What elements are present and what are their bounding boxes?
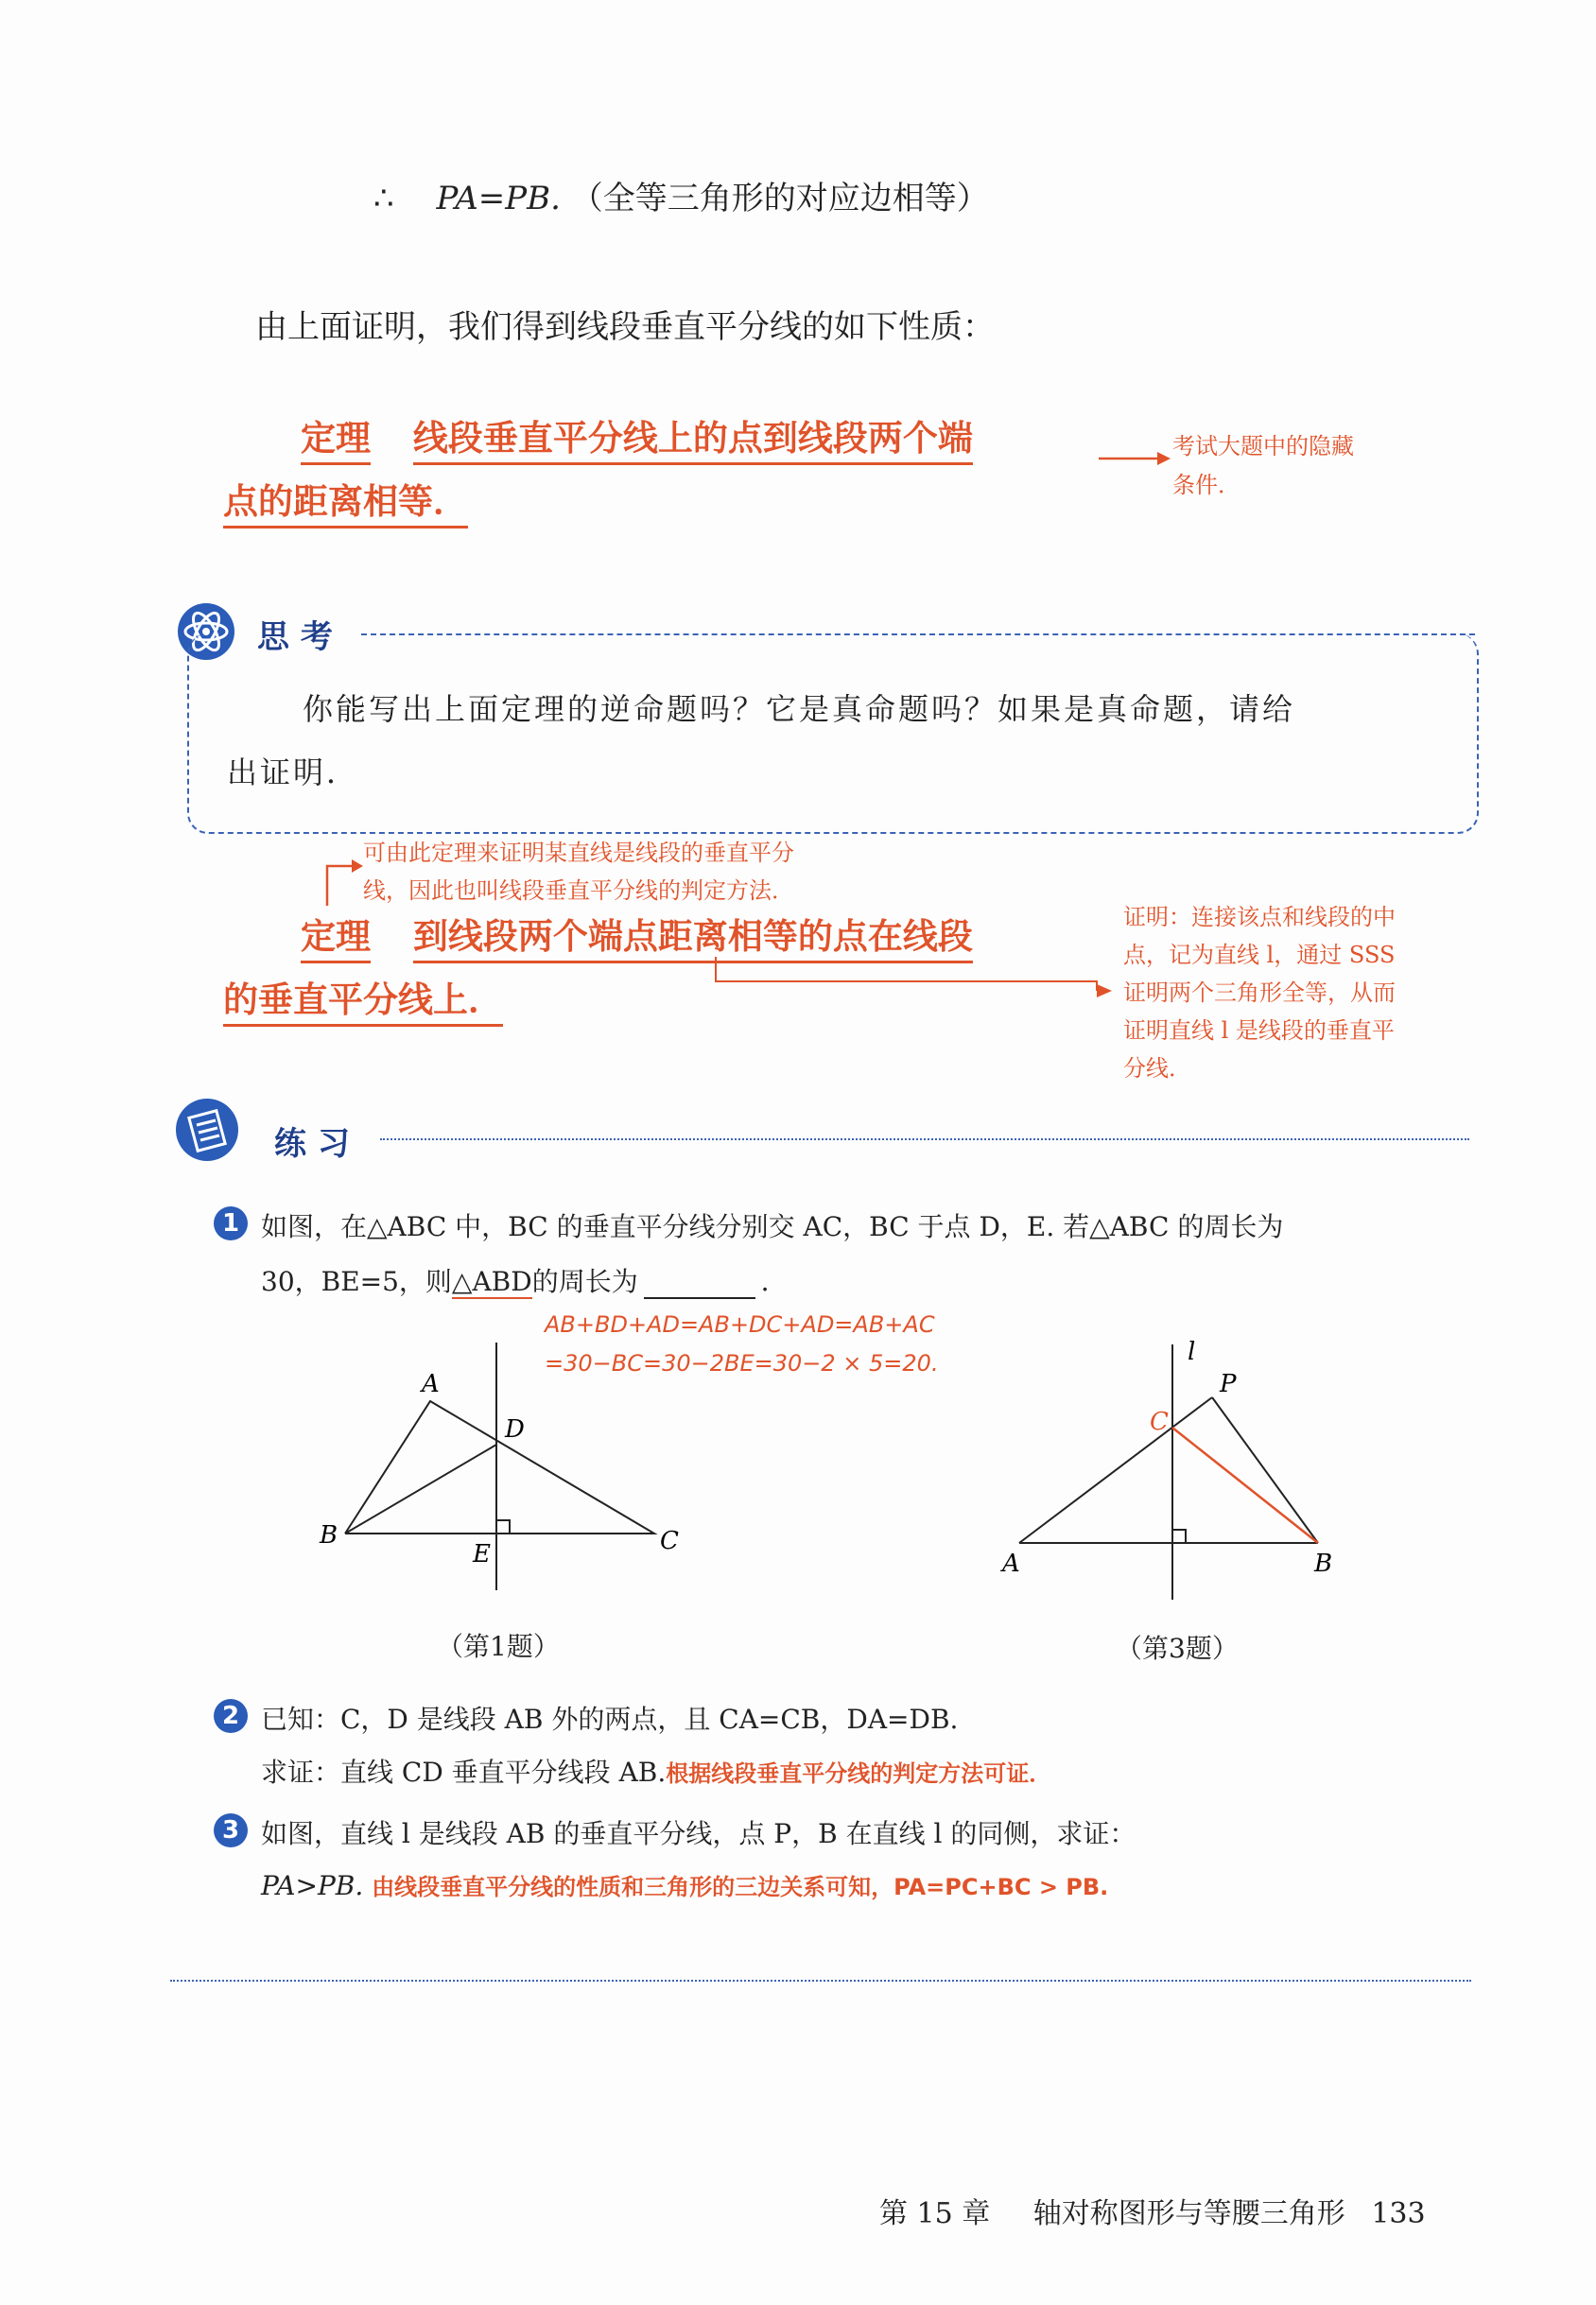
fig3-label-c: C [1150, 1408, 1169, 1436]
fig1-caption: （第1题） [437, 1631, 560, 1662]
proof-note-1: 证明：连接该点和线段的中 [1123, 904, 1396, 930]
page-footer [879, 2190, 1426, 2231]
fig3-segment-cb [1172, 1428, 1318, 1543]
q1-answer-line2: =30−BC=30−2BE=30−2 × 5=20. [545, 1350, 939, 1377]
theorem1-text1: 线段垂直平分线上的点到线段两个端 [413, 418, 973, 465]
proof-note-3: 证明两个三角形全等，从而 [1123, 979, 1396, 1006]
think-line2: 出证明． [227, 754, 360, 790]
fig1-label-e: E [473, 1540, 491, 1568]
q3-number: 3 [214, 1813, 248, 1847]
proof-note-5: 分线． [1123, 1055, 1191, 1082]
footer-chapter: 第 15 章 [879, 2197, 991, 2230]
fig1-label-d: D [505, 1415, 525, 1444]
fig3-label-l: l [1188, 1338, 1196, 1366]
theorem2-pre-note2: 线，因此也叫线段垂直平分线的判定方法． [363, 877, 794, 904]
theorem2-line1 [301, 908, 973, 959]
summary-text: 由上面证明，我们得到线段垂直平分线的如下性质： [255, 308, 995, 346]
fig1-label-c: C [660, 1527, 679, 1555]
fig3-label-b: B [1314, 1550, 1333, 1578]
proof-note-4: 证明直线 l 是线段的垂直平 [1123, 1017, 1395, 1044]
fig1-right-angle [496, 1520, 510, 1534]
theorem1-text2: 点的距离相等． [223, 481, 468, 529]
q3-line2: PA>PB. 由线段垂直平分线的性质和三角形的三边关系可知，PA=PC+BC > PB. [261, 1870, 1109, 1901]
theorem2-line2 [223, 971, 503, 1022]
fig3-segment-pa [1019, 1397, 1212, 1543]
theorem2-text1: 到线段两个端点距离相等的点在线段 [413, 916, 973, 963]
q1-answer-blank [644, 1266, 755, 1299]
therefore-symbol: ∴ [373, 180, 394, 217]
q1-number: 1 [214, 1206, 248, 1240]
q1-line1: 如图，在△ABC 中，BC 的垂直平分线分别交 AC，BC 于点 D，E. 若△ABC 的周长为 [261, 1211, 1284, 1242]
fig1-label-a: A [422, 1370, 440, 1398]
theorem1-label: 定理 [301, 418, 371, 465]
practice-title: 练 习 [274, 1125, 350, 1163]
practice-divider [380, 1138, 1469, 1140]
q3-note: 由线段垂直平分线的性质和三角形的三边关系可知，PA=PC+BC > PB. [372, 1874, 1109, 1900]
q1-answer-line1: AB+BD+AD=AB+DC+AD=AB+AC [545, 1311, 935, 1338]
fig3-caption: （第3题） [1116, 1633, 1239, 1664]
theorem2-arrow [700, 955, 1116, 1012]
fig3-label-a: A [1002, 1550, 1020, 1578]
reason: （全等三角形的对应边相等） [570, 180, 989, 217]
fig3-label-p: P [1220, 1370, 1237, 1398]
theorem1-note2: 条件． [1172, 472, 1240, 498]
q1-abd-underlined: △ABD [451, 1266, 532, 1297]
q3-line1: 如图，直线 l 是线段 AB 的垂直平分线，点 P，B 在直线 l 的同侧，求证： [261, 1818, 1136, 1849]
therefore-line [373, 172, 989, 218]
q2-line2: 求证：直线 CD 垂直平分线段 AB.根据线段垂直平分线的判定方法可证． [261, 1757, 1052, 1788]
exercise-icon [174, 1097, 240, 1163]
think-box [187, 633, 1479, 834]
q2-note: 根据线段垂直平分线的判定方法可证． [666, 1760, 1052, 1787]
fig1-label-b: B [320, 1521, 338, 1550]
figure-1 [303, 1343, 700, 1607]
fig1-triangle-abc [345, 1401, 654, 1534]
theorem2-pre-note1: 可由此定理来证明某直线是线段的垂直平分 [363, 840, 794, 866]
q2-number: 2 [214, 1699, 248, 1733]
footer-title: 轴对称图形与等腰三角形 [1032, 2197, 1345, 2230]
theorem1-line2 [223, 473, 468, 524]
theorem1-arrow [1097, 444, 1172, 473]
q2-line1: 已知：C，D 是线段 AB 外的两点，且 CA=CB，DA=DB. [261, 1704, 959, 1735]
theorem1-line1 [301, 409, 973, 460]
practice-end-divider [170, 1980, 1471, 1982]
q1-line2: 30，BE=5，则△ABD的周长为 ． [261, 1266, 788, 1297]
think-line1: 你能写出上面定理的逆命题吗？它是真命题吗？如果是真命题，请给 [303, 691, 1296, 727]
theorem2-label: 定理 [301, 916, 371, 963]
proof-note-2: 点，记为直线 l，通过 SSS [1123, 942, 1396, 968]
conclusion: PA=PB. [436, 180, 561, 217]
theorem1-note1: 考试大题中的隐藏 [1172, 433, 1354, 459]
page-number: 133 [1371, 2197, 1426, 2230]
figure-3 [993, 1333, 1352, 1607]
fig3-right-angle [1172, 1530, 1186, 1543]
theorem2-text2: 的垂直平分线上． [223, 979, 503, 1027]
think-title: 思 考 [257, 618, 333, 656]
fig1-segment-bd [345, 1445, 496, 1534]
theorem2-pre-arrow [318, 853, 365, 910]
